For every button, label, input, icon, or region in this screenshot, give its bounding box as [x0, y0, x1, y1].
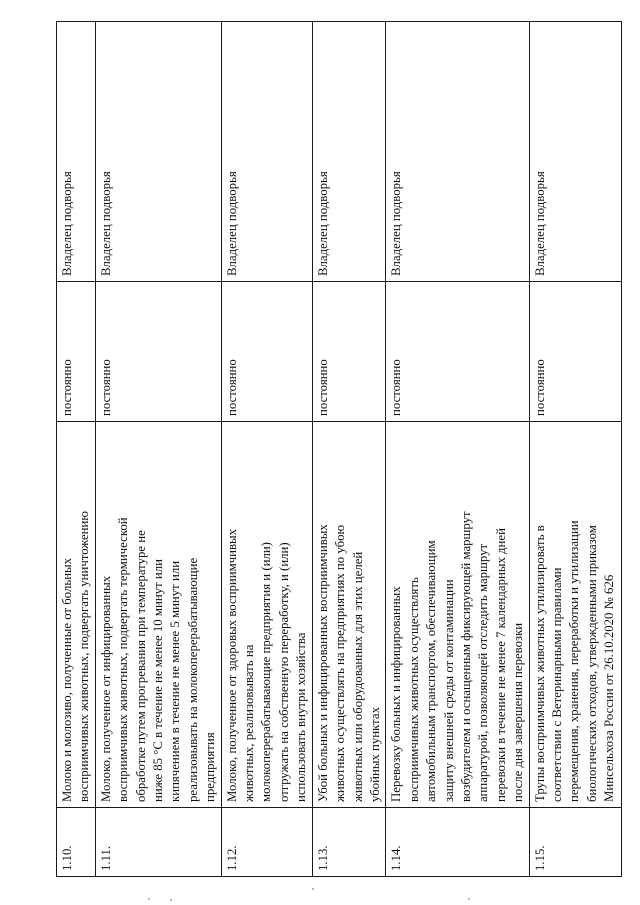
measure-text	[312, 422, 386, 808]
responsible-cell: Владелец подворья	[95, 22, 221, 282]
frequency-cell: постоянно	[95, 282, 221, 422]
table-row	[386, 22, 529, 877]
measure-line: ниже 85 °С в течение не менее 10 минут или	[151, 559, 166, 802]
measure-line: убойных пунктах	[367, 706, 382, 802]
table-row	[312, 22, 386, 877]
measure-line: молокоперерабатывающие предприятия и (или)	[259, 542, 274, 802]
responsible-cell: Владелец подворья	[221, 22, 312, 282]
measure-text	[221, 422, 312, 808]
scan-speck	[170, 899, 172, 901]
measure-line: животных, реализовывать на	[242, 644, 257, 802]
table-row	[57, 22, 96, 877]
row-number: 1.13.	[312, 808, 386, 877]
frequency-cell: постоянно	[221, 282, 312, 422]
measure-line: Убой больных и инфицированных восприимчивых	[315, 524, 330, 802]
measure-line: восприимчивых животных, подвергать уничтожению	[77, 511, 92, 802]
row-number: 1.11.	[95, 808, 221, 877]
measure-line: биологических отходов, утвержденными приказом	[584, 525, 599, 802]
rotated-table-container	[56, 22, 617, 877]
measure-line: отгружать на собственную переработку, и (или)	[276, 542, 291, 802]
measure-line: обработке путем прогревания при температуре не	[133, 530, 148, 802]
measure-line: возбудителем и оснащенным фиксирующей маршрут	[458, 511, 473, 802]
measure-text	[386, 422, 529, 808]
measure-line: перевозки в течение не менее 7 календарных дней	[493, 528, 508, 802]
measure-line: кипячением в течение не менее 5 минут или	[168, 560, 183, 802]
table-row	[95, 22, 221, 877]
measure-line: Молоко, полученное от здоровых восприимчивых	[224, 528, 239, 802]
measure-line: Трупы восприимчивых животных утилизировать в	[532, 525, 547, 802]
frequency-cell: постоянно	[312, 282, 386, 422]
responsible-cell: Владелец подворья	[386, 22, 529, 282]
frequency-cell: постоянно	[57, 282, 96, 422]
measure-line: Молоко и молозиво, полученные от больных	[60, 557, 74, 802]
responsible-cell: Владелец подворья	[57, 22, 96, 282]
frequency-cell: постоянно	[529, 282, 621, 422]
row-number: 1.12.	[221, 808, 312, 877]
measure-line: перемещения, хранения, переработки и утилизации	[567, 520, 582, 802]
measure-line: реализовывать на молокоперерабатывающие	[185, 557, 200, 802]
measure-line: защиту внешней среды от контаминации	[441, 579, 456, 802]
row-number: 1.15.	[529, 808, 621, 877]
measure-line: Молоко, полученное от инфицированных	[98, 575, 113, 802]
frequency-cell: постоянно	[386, 282, 529, 422]
measure-line: животных осуществлять на предприятиях по убою	[333, 524, 348, 802]
measure-line: восприимчивых животных, подвергать термической	[116, 517, 131, 802]
measure-line: животных или оборудованных для этих целей	[350, 551, 365, 802]
measure-text	[529, 422, 621, 808]
table-row	[529, 22, 621, 877]
measure-line: автомобильным транспортом, обеспечивающим	[424, 540, 439, 802]
measure-text	[57, 422, 96, 808]
responsible-cell: Владелец подворья	[529, 22, 621, 282]
measure-line: после дня завершения перевозки	[511, 622, 526, 802]
responsible-cell: Владелец подворья	[312, 22, 386, 282]
measure-line: использовать внутри хозяйства	[294, 632, 309, 802]
measure-line: предприятия	[203, 732, 218, 802]
measure-line: аппаратурой, позволяющей отследить маршрут	[476, 543, 491, 802]
measure-line: восприимчивых животных осуществлять	[406, 577, 421, 802]
scan-speck	[148, 898, 150, 900]
measure-line: Перевозку больных и инфицированных	[389, 586, 404, 802]
measure-text	[95, 422, 221, 808]
measure-line: соответствии с Ветеринарными правилами	[549, 567, 564, 802]
row-number: 1.14.	[386, 808, 529, 877]
measures-table	[56, 21, 622, 877]
table-row	[221, 22, 312, 877]
scan-speck	[312, 888, 314, 890]
row-number: 1.10.	[57, 808, 96, 877]
scan-speck	[468, 898, 470, 900]
measure-line: Минсельхоза России от 26.10.2020 № 626	[602, 574, 617, 802]
